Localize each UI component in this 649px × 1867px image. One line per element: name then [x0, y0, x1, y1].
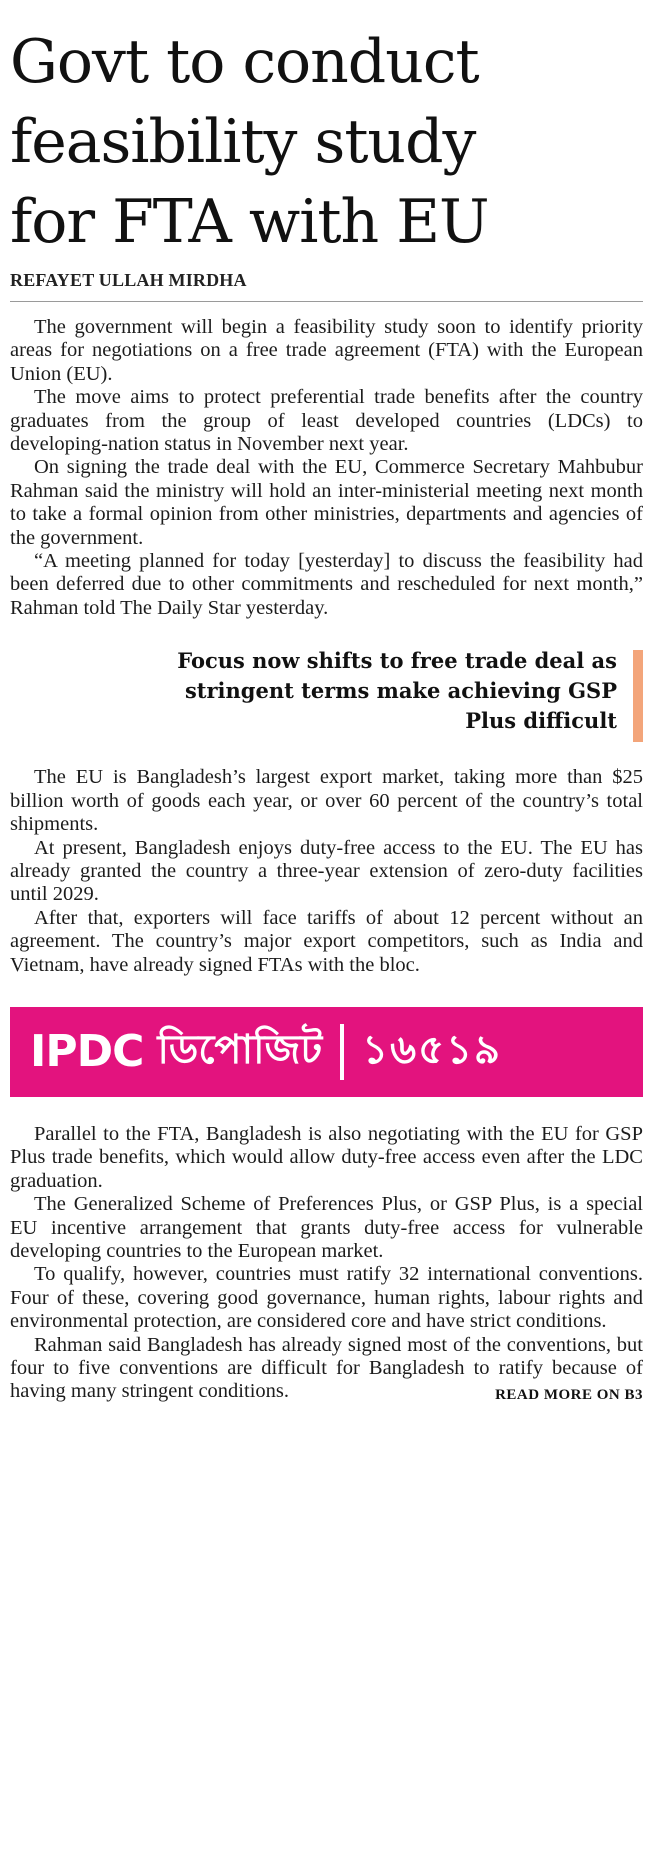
ad-brand-logo: IPDC [30, 1026, 144, 1078]
headline-line: for FTA with EU [10, 187, 489, 257]
read-more-link[interactable]: READ MORE ON B3 [489, 1387, 643, 1404]
paragraph: Rahman said Bangladesh has already signed most of the conventions, but four to five conventions are difficult for Bangladesh to ratify because of having many stringent conditions. [10, 1333, 643, 1403]
paragraph: The Generalized Scheme of Preferences Plus, or GSP Plus, is a special EU incentive arrangement that grants duty-free access for vulnerable developing countries to the European market. [10, 1193, 643, 1262]
ad-deposit-text: ডিপোজিট [157, 1027, 323, 1074]
paragraph: On signing the trade deal with the EU, Commerce Secretary Mahbubur Rahman said the ministry will hold an inter-ministerial meeting next month to take a formal opinion from other ministries, departments and agencies of the government. [10, 456, 643, 549]
headline-line: Govt to conduct [10, 27, 479, 97]
headline [10, 22, 643, 262]
byline: REFAYET ULLAH MIRDHA [10, 270, 247, 290]
paragraph: The government will begin a feasibility study soon to identify priority areas for negotiations on a free trade agreement (FTA) with the European Union (EU). [10, 316, 643, 385]
last-paragraph-wrap [10, 1334, 643, 1404]
paragraph: To qualify, however, countries must ratify 32 international conventions. Four of these, covering good governance, human rights, labour rights and environmental protection, are considered core and have strict conditions. [10, 1263, 643, 1333]
pull-quote-line: stringent terms make achieving GSP [184, 678, 617, 704]
paragraph: “A meeting planned for today [yesterday] to discuss the feasibility had been deferred due to other commitments and rescheduled for next month,” Rahman told The Daily Star yesterday. [10, 550, 643, 619]
advertisement-banner[interactable] [10, 1007, 643, 1097]
paragraph: At present, Bangladesh enjoys duty-free access to the EU. The EU has already granted the country a three-year extension of zero-duty facilities until 2029. [10, 836, 643, 906]
article [10, 0, 643, 1404]
ad-shortcode: ১৬৫১৯ [362, 1027, 503, 1074]
headline-line: feasibility study [10, 107, 476, 177]
pull-quote-line: Focus now shifts to free trade deal as [177, 648, 617, 674]
ad-separator [340, 1024, 344, 1080]
paragraph: The EU is Bangladesh’s largest export market, taking more than $25 billion worth of goods each year, or over 60 percent of the country’s total shipments. [10, 766, 643, 836]
paragraph: The move aims to protect preferential trade benefits after the country graduates from the group of least developed countries (LDCs) to developing-nation status in November next year. [10, 386, 643, 456]
paragraph: Parallel to the FTA, Bangladesh is also negotiating with the EU for GSP Plus trade benefits, which would allow duty-free access even after the LDC graduation. [10, 1122, 643, 1192]
article-body-section-2 [10, 766, 643, 977]
article-body-section-3 [10, 1123, 643, 1404]
pull-quote-text [97, 646, 617, 736]
byline-divider [10, 301, 643, 302]
paragraph: After that, exporters will face tariffs of about 12 percent without an agreement. The country’s major export competitors, such as India and Vietnam, have already signed FTAs with the bloc. [10, 906, 643, 976]
article-body-section-1 [10, 316, 643, 620]
pull-quote [10, 646, 643, 746]
pull-quote-accent-bar [633, 650, 643, 742]
pull-quote-line: Plus difficult [465, 708, 617, 734]
